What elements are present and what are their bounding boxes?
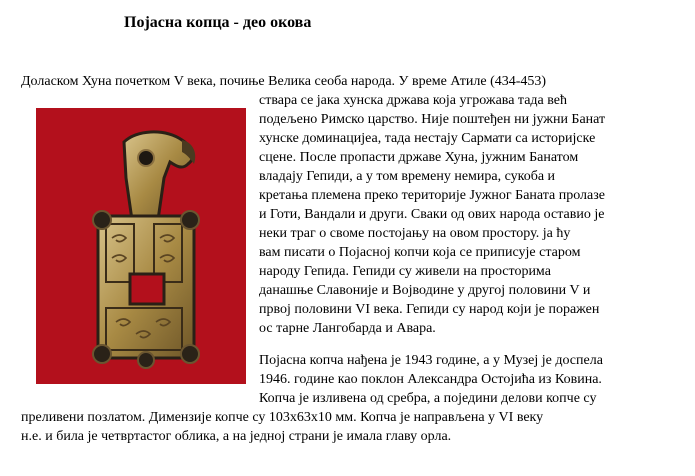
- buckle-photo: [36, 108, 246, 384]
- text-line: ос тарне Лангобарда и Авара.: [259, 321, 436, 336]
- text-line: н.е. и била је четвртастог облика, а на једној страни је имала главу орла.: [21, 429, 452, 444]
- text-line: владају Гепиди, а у том времену немира, сукоба и: [259, 169, 556, 184]
- page-title: Појасна копца - део окова: [124, 14, 312, 31]
- text-line: ствара се јака хунска држава која угрожава тада већ: [259, 93, 568, 108]
- text-line: сцене. После пропасти државе Хуна, јужним Банатом: [259, 150, 579, 165]
- text-line: првој половини VI века. Гепиди су народ који је поражен: [259, 302, 600, 317]
- text-line: вам писати о Појасној копчи која се приписује старом: [259, 245, 581, 260]
- text-line: подељено Римско царство. Није поштеђен ни јужни Банат: [259, 112, 606, 127]
- text-line: Доласком Хуна почетком V века, почиње Велика сеоба народа. У време Атиле (434-453): [21, 74, 547, 89]
- text-line: 1946. године као поклон Александра Остојића из Ковина.: [259, 372, 602, 387]
- text-line: Копча је изливена од сребра, а поједини делови копче су: [259, 391, 597, 406]
- text-line: и Готи, Вандали и други. Сваки од ових народа оставио је: [259, 207, 605, 222]
- eagle-buckle-image: [36, 108, 246, 384]
- text-line: народу Гепида. Гепиди су живели на просторима: [259, 264, 551, 279]
- text-line: хунске доминацијеа, тада нестају Сармати са историјске: [259, 131, 596, 146]
- text-line: неки траг о своме постојању на овом простору. ја ћу: [259, 226, 571, 241]
- text-line: преливени позлатом. Димензије копче су 103x63x10 мм. Копча је направљена у VI веку: [21, 410, 544, 425]
- text-line: кретања племена преко територије Јужног Баната пролазе: [259, 188, 606, 203]
- text-line: данашње Славоније и Војводине у другој половини V и: [259, 283, 591, 298]
- text-line: Појасна копча нађена је 1943 године, а у Музеј је доспела: [259, 353, 603, 368]
